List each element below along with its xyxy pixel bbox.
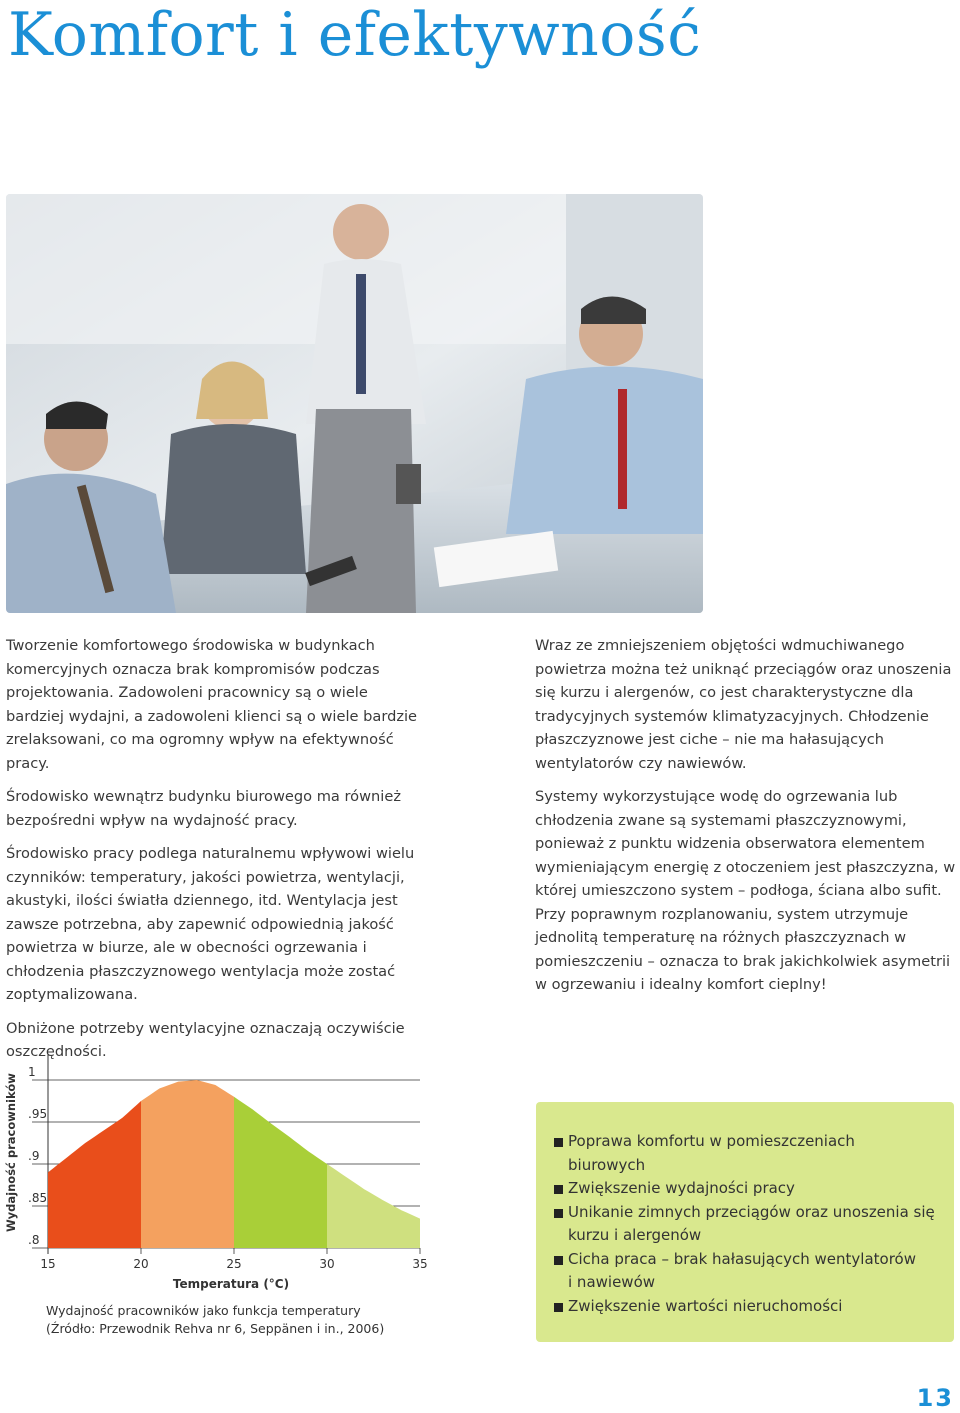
chart-x-tick: 35	[412, 1257, 428, 1271]
chart-caption	[46, 1302, 384, 1338]
paragraph: Środowisko wewnątrz budynku biurowego ma również bezpośredni wpływ na wydajność pracy.	[6, 788, 401, 829]
benefit-item	[554, 1177, 940, 1201]
benefit-item	[554, 1248, 940, 1295]
chart-caption-line: Wydajność pracowników jako funkcja temperatury	[46, 1303, 361, 1318]
chart-area-segment-2	[141, 1080, 234, 1248]
page-title: Komfort i efektywność	[8, 0, 702, 70]
page-number: 13	[916, 1384, 954, 1412]
benefit-text: Cicha praca – brak hałasujących wentylatorów i nawiewów	[568, 1249, 916, 1291]
chart-caption-source: (Źródło: Przewodnik Rehva nr 6, Seppänen i in., 2006)	[46, 1321, 385, 1336]
square-bullet-icon	[554, 1185, 563, 1194]
benefit-text: Zwiększenie wartości nieruchomości	[568, 1296, 843, 1315]
chart-x-tick: 30	[319, 1257, 335, 1271]
benefit-text: Poprawa komfortu w pomieszczeniach biurowych	[568, 1132, 855, 1174]
square-bullet-icon	[554, 1303, 563, 1312]
chart-y-tick: .8	[28, 1233, 40, 1247]
office-meeting-photo	[6, 194, 703, 613]
paragraph: Obniżone potrzeby wentylacyjne oznaczają oczywiście oszczędności.	[6, 1019, 405, 1060]
square-bullet-icon	[554, 1138, 563, 1147]
chart-y-axis-title: Wydajność pracowników	[4, 1073, 18, 1232]
chart-x-tick: 20	[133, 1257, 149, 1271]
benefit-text: Zwiększenie wydajności pracy	[568, 1179, 795, 1197]
left-text-column	[6, 634, 426, 1074]
chart-area-segment-3	[234, 1097, 327, 1248]
paragraph: Środowisko pracy podlega naturalnemu wpływowi wielu czynników: temperatury, jakości powietrza, wentylacji, akustyki, ilości światła dziennego, itd. Wentylacja jest zawsze potrzebna, aby zapewnić odpowiednią jakość powietrza w biurze, ale w obecności ogrzewania i chłodzenia płaszczyznowego wentylacja może zostać zoptymalizowana.	[6, 845, 415, 1003]
paragraph: Systemy wykorzystujące wodę do ogrzewania lub chłodzenia zwane są systemami płaszczyznowymi, ponieważ z punktu widzenia obserwatora elementem wymieniającym energię z otoczeniem jest płaszczyzna, w której umieszczono system – podłoga, ściana albo sufit. Przy poprawnym rozplanowaniu, system utrzymuje jednolitą temperaturę na różnych płaszczyznach w pomieszczeniu – oznacza to brak jakichkolwiek asymetrii w ogrzewaniu i idealny komfort cieplny!	[535, 788, 956, 993]
chart-y-tick: .95	[28, 1107, 48, 1121]
chart-x-axis-title: Temperatura (°C)	[172, 1277, 290, 1291]
paragraph: Tworzenie komfortowego środowiska w budynkach komercyjnych oznacza brak kompromisów podczas projektowania. Zadowoleni pracownicy są o wiele bardziej wydajni, a zadowoleni klienci są o wiele bardzie zrelaksowani, co ma ogromny wpływ na efektywność pracy.	[6, 637, 418, 772]
chart-y-tick: .85	[28, 1191, 48, 1205]
benefit-text: Unikanie zimnych przeciągów oraz unoszenia się kurzu i alergenów	[568, 1202, 935, 1244]
benefit-item	[554, 1295, 940, 1319]
chart-x-tick: 25	[226, 1257, 242, 1271]
chart-y-tick: 1	[28, 1065, 36, 1079]
right-text-column	[535, 634, 957, 1007]
square-bullet-icon	[554, 1256, 563, 1265]
chart-area-segment-1	[48, 1101, 141, 1248]
square-bullet-icon	[554, 1209, 563, 1218]
paragraph: Wraz ze zmniejszeniem objętości wdmuchiwanego powietrza można też uniknąć przeciągów oraz unoszenia się kurzu i alergenów, co jest charakterystyczne dla tradycyjnych systemów klimatyzacyjnych. Chłodzenie płaszczyznowe jest ciche – nie ma hałasujących wentylatorów czy nawiewów.	[535, 637, 952, 772]
benefit-item	[554, 1201, 940, 1248]
benefits-box	[536, 1102, 954, 1342]
benefit-item	[554, 1130, 940, 1177]
chart-y-tick: .9	[28, 1149, 40, 1163]
chart-x-tick: 15	[40, 1257, 56, 1271]
